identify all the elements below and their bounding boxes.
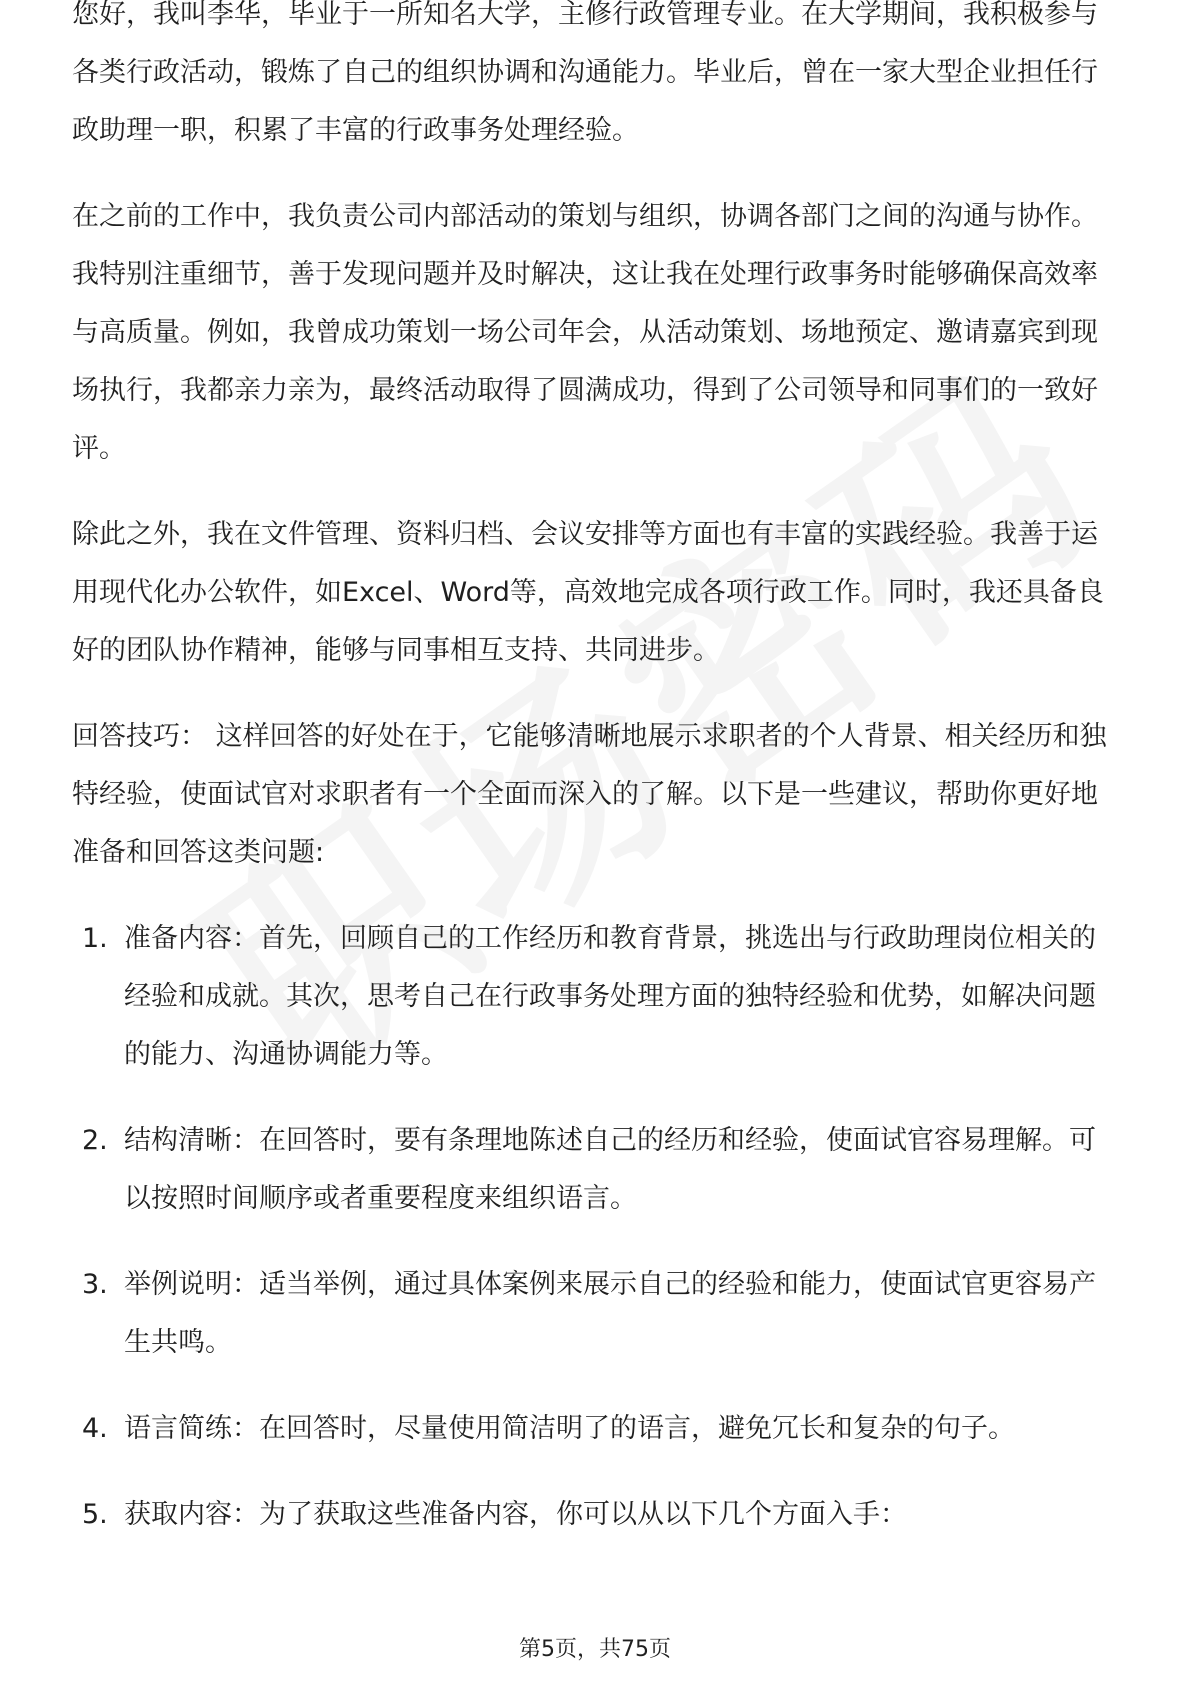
list-item bbox=[72, 1486, 1122, 1544]
list-item bbox=[72, 910, 1122, 1084]
list-number: 3. bbox=[82, 1269, 108, 1300]
paragraph: 您好，我叫李华，毕业于一所知名大学，主修行政管理专业。在大学期间，我积极参与各类行政活动，锻炼了自己的组织协调和沟通能力。毕业后，曾在一家大型企业担任行政助理一职，积累了丰富的行政事务处理经验。 bbox=[72, 0, 1098, 146]
list-text: 举例说明：适当举例，通过具体案例来展示自己的经验和能力，使面试官更容易产生共鸣。 bbox=[124, 1269, 1096, 1358]
list-item bbox=[72, 1112, 1122, 1228]
document-body bbox=[72, 0, 1122, 1572]
list-text: 准备内容：首先，回顾自己的工作经历和教育背景，挑选出与行政助理岗位相关的经验和成就。其次，思考自己在行政事务处理方面的独特经验和优势，如解决问题的能力、沟通协调能力等。 bbox=[124, 923, 1096, 1070]
list-number: 4. bbox=[82, 1413, 108, 1444]
tips-list bbox=[72, 910, 1122, 1544]
paragraph: 在之前的工作中，我负责公司内部活动的策划与组织，协调各部门之间的沟通与协作。我特别注重细节，善于发现问题并及时解决，这让我在处理行政事务时能够确保高效率与高质量。例如，我曾成功策划一场公司年会，从活动策划、场地预定、邀请嘉宾到现场执行，我都亲力亲为，最终活动取得了圆满成功，得到了公司领导和同事们的一致好评。 bbox=[72, 201, 1098, 464]
paragraph: 除此之外，我在文件管理、资料归档、会议安排等方面也有丰富的实践经验。我善于运用现代化办公软件，如Excel、Word等，高效地完成各项行政工作。同时，我还具备良好的团队协作精神，能够与同事相互支持、共同进步。 bbox=[72, 519, 1104, 666]
list-text: 语言简练：在回答时，尽量使用简洁明了的语言，避免冗长和复杂的句子。 bbox=[124, 1413, 1015, 1444]
list-text: 结构清晰：在回答时，要有条理地陈述自己的经历和经验，使面试官容易理解。可以按照时间顺序或者重要程度来组织语言。 bbox=[124, 1125, 1096, 1214]
list-number: 2. bbox=[82, 1125, 108, 1156]
list-item bbox=[72, 1400, 1122, 1458]
list-item bbox=[72, 1256, 1122, 1372]
list-number: 5. bbox=[82, 1499, 108, 1530]
list-number: 1. bbox=[82, 923, 108, 954]
page-footer: 第5页，共75页 bbox=[519, 1637, 671, 1662]
answer-tips-paragraph: 回答技巧： 这样回答的好处在于，它能够清晰地展示求职者的个人背景、相关经历和独特经验，使面试官对求职者有一个全面而深入的了解。以下是一些建议，帮助你更好地准备和回答这类问题: bbox=[72, 721, 1107, 868]
list-text: 获取内容：为了获取这些准备内容，你可以从以下几个方面入手： bbox=[124, 1499, 907, 1530]
